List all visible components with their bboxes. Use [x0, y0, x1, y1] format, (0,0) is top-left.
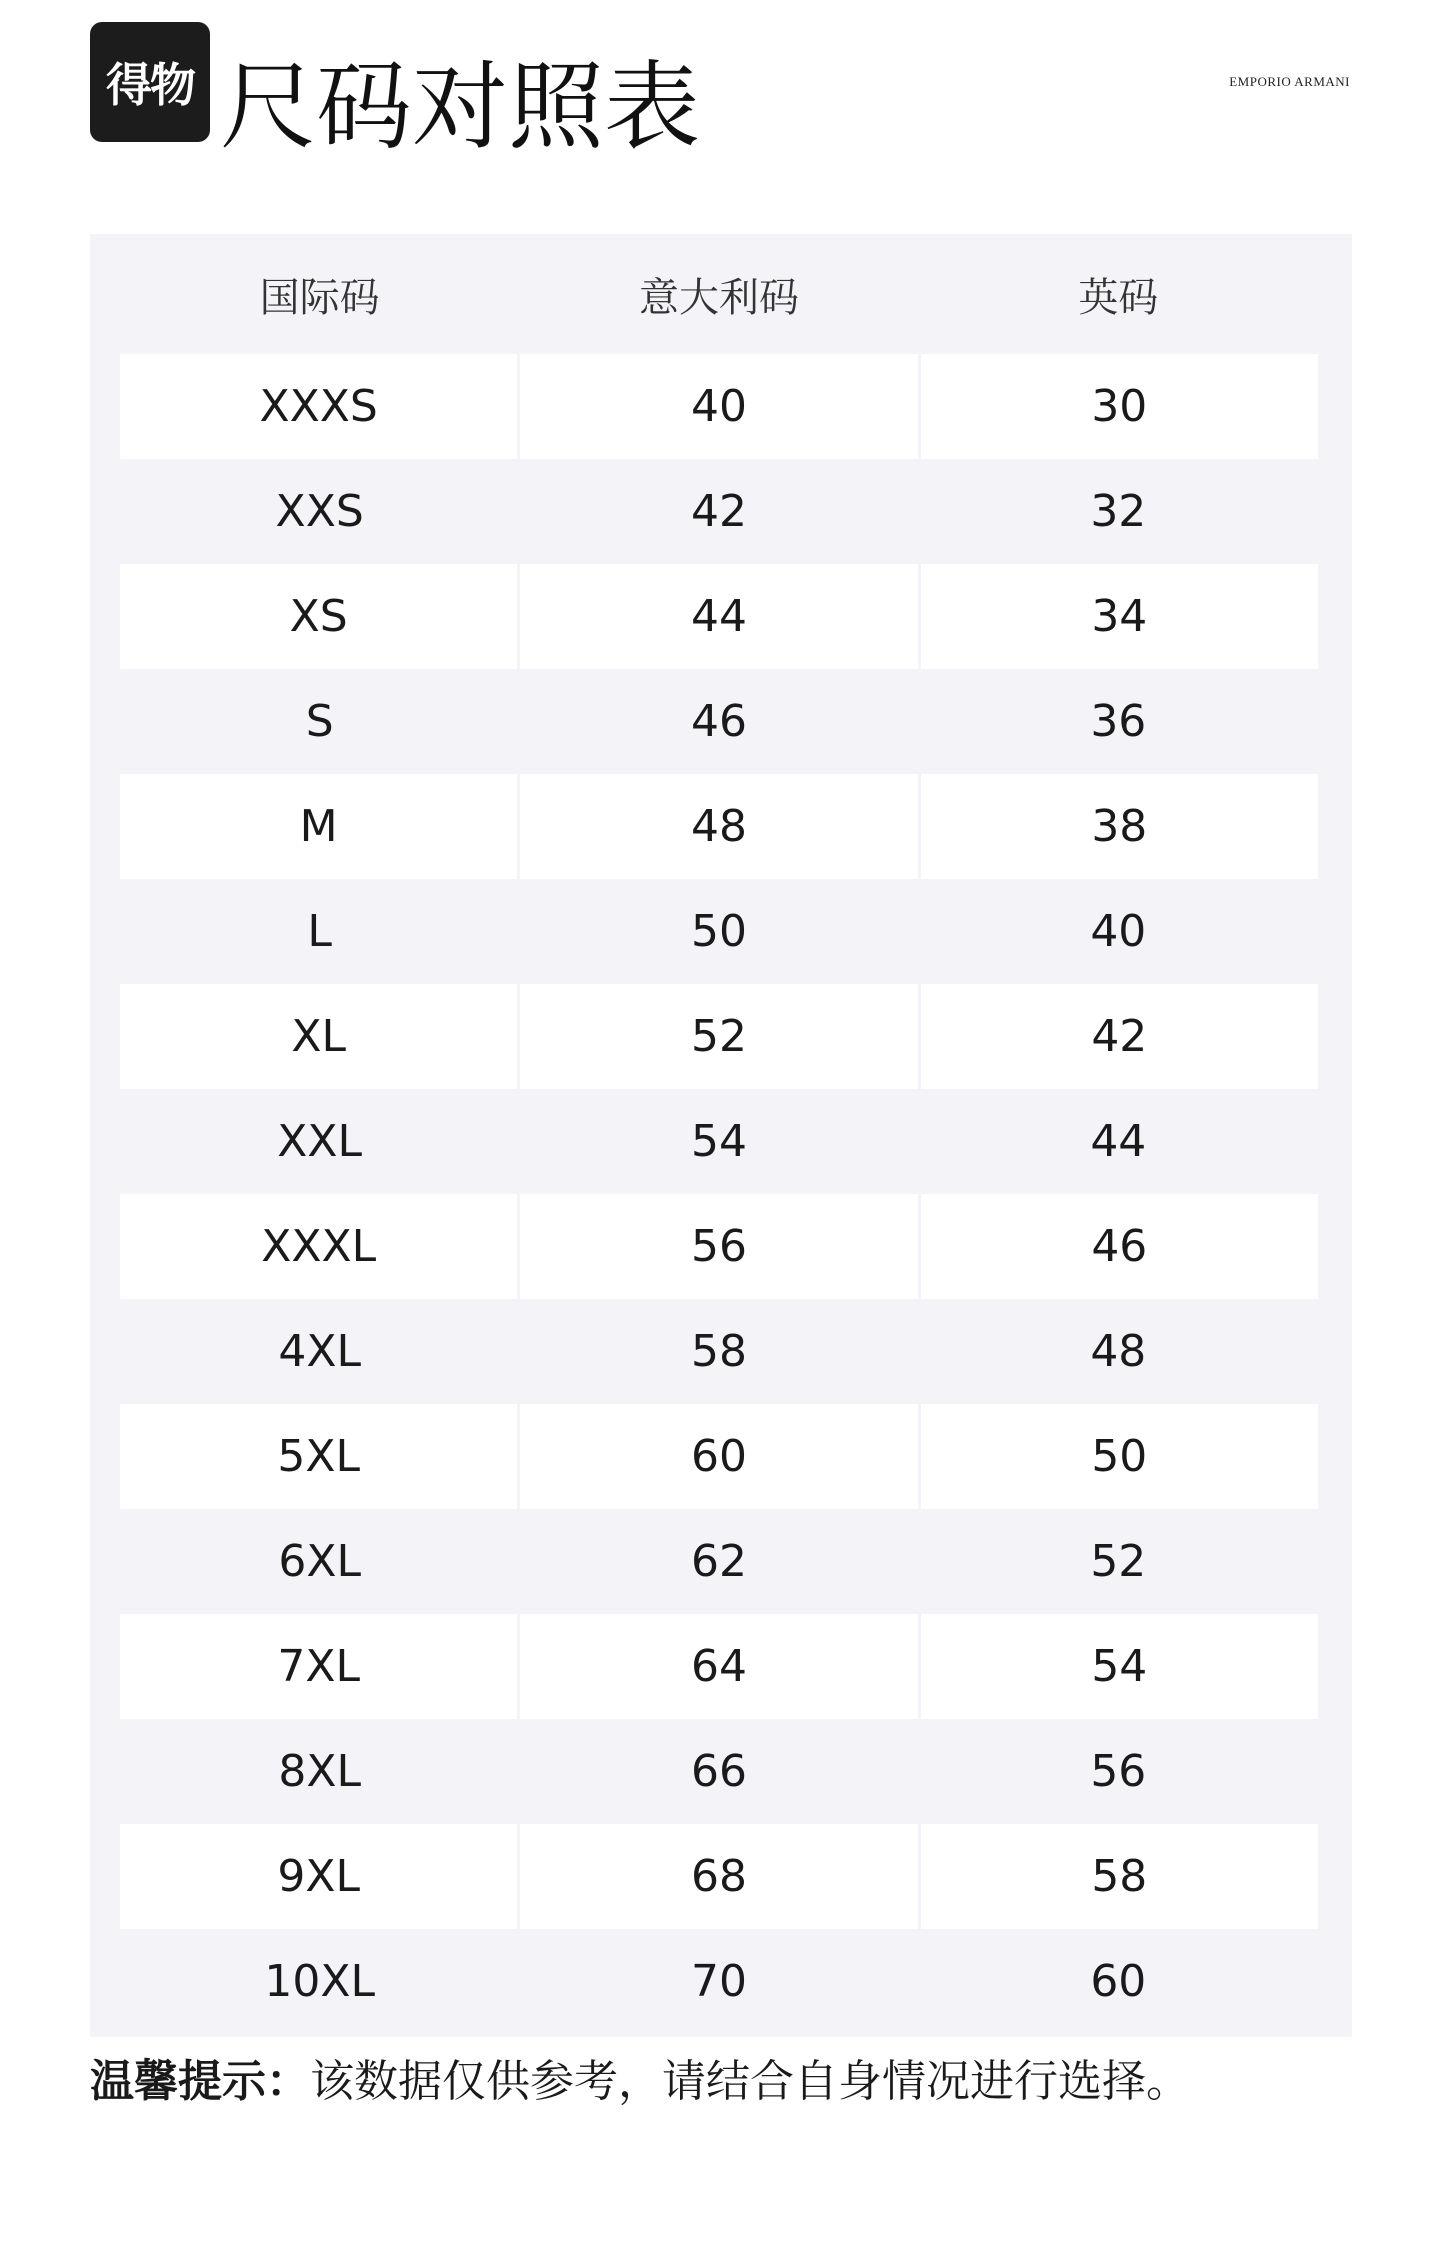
cell-uk: 30: [918, 354, 1318, 459]
cell-italian: 52: [517, 984, 917, 1089]
cell-international: 8XL: [278, 1746, 361, 1797]
logo-text: 得物: [106, 58, 194, 112]
cell-italian: 42: [690, 486, 747, 537]
cell-international: M: [299, 801, 338, 852]
cell-uk: 52: [1090, 1536, 1147, 1587]
cell-uk: 38: [918, 774, 1318, 879]
cell-uk: 44: [1090, 1116, 1147, 1167]
table-row: [120, 1194, 1318, 1299]
cell-italian: 66: [690, 1746, 747, 1797]
cell-international: XS: [289, 591, 348, 642]
cell-uk: 60: [1090, 1956, 1147, 2007]
cell-international: XL: [291, 1011, 346, 1062]
cell-uk: 58: [918, 1824, 1318, 1929]
cell-uk: 56: [1090, 1746, 1147, 1797]
table-row: [120, 1299, 1318, 1404]
cell-uk: 48: [1090, 1326, 1147, 1377]
cell-italian: 62: [690, 1536, 747, 1587]
cell-uk: 36: [1090, 696, 1147, 747]
table-row: [120, 1089, 1318, 1194]
cell-italian: 64: [517, 1614, 917, 1719]
brand-logo: EMPORIO ARMANI: [1229, 74, 1350, 89]
cell-uk: 54: [918, 1614, 1318, 1719]
table-row: [120, 984, 1318, 1089]
cell-uk: 32: [1090, 486, 1147, 537]
cell-uk: 42: [918, 984, 1318, 1089]
cell-international: 6XL: [278, 1536, 361, 1587]
table-row: [120, 669, 1318, 774]
cell-italian: 44: [517, 564, 917, 669]
table-row: [120, 1614, 1318, 1719]
cell-international: 10XL: [264, 1956, 375, 2007]
table-row: [120, 774, 1318, 879]
table-row: [120, 1929, 1318, 2034]
cell-italian: 60: [517, 1404, 917, 1509]
cell-uk: 50: [918, 1404, 1318, 1509]
cell-uk: 46: [918, 1194, 1318, 1299]
cell-italian: 40: [517, 354, 917, 459]
cell-italian: 48: [517, 774, 917, 879]
column-header-uk: 英码: [1078, 274, 1159, 321]
cell-international: XXL: [277, 1116, 363, 1167]
dewu-logo: [90, 22, 210, 142]
footnote-text: 该数据仅供参考，请结合自身情况进行选择。: [310, 2056, 1190, 2107]
cell-italian: 58: [690, 1326, 747, 1377]
footnote-label: 温馨提示：: [90, 2056, 310, 2107]
cell-italian: 54: [690, 1116, 747, 1167]
table-row: [120, 879, 1318, 984]
cell-uk: 34: [918, 564, 1318, 669]
cell-italian: 56: [517, 1194, 917, 1299]
cell-international: XXS: [275, 486, 364, 537]
table-row: [120, 459, 1318, 564]
table-row: [120, 1509, 1318, 1614]
table-row: [120, 564, 1318, 669]
cell-international: 5XL: [277, 1431, 360, 1482]
cell-international: XXXS: [259, 381, 378, 432]
cell-uk: 40: [1090, 906, 1147, 957]
table-row: [120, 1719, 1318, 1824]
cell-italian: 50: [690, 906, 747, 957]
table-row: [120, 1824, 1318, 1929]
size-chart-table: [90, 234, 1352, 2037]
cell-italian: 46: [690, 696, 747, 747]
column-header-international: 国际码: [259, 274, 380, 321]
table-header-row: [120, 234, 1318, 354]
page-title: 尺码对照表: [220, 51, 700, 163]
page-header: [90, 22, 1350, 172]
footnote: [90, 2052, 1190, 2112]
cell-international: 7XL: [277, 1641, 360, 1692]
column-header-italian: 意大利码: [638, 274, 799, 321]
table-row: [120, 354, 1318, 459]
table-row: [120, 1404, 1318, 1509]
cell-italian: 68: [517, 1824, 917, 1929]
cell-international: 4XL: [278, 1326, 361, 1377]
cell-international: L: [307, 906, 332, 957]
table-body: [120, 354, 1318, 2034]
cell-international: S: [305, 696, 334, 747]
cell-international: 9XL: [277, 1851, 360, 1902]
cell-international: XXXL: [261, 1221, 377, 1272]
cell-italian: 70: [690, 1956, 747, 2007]
